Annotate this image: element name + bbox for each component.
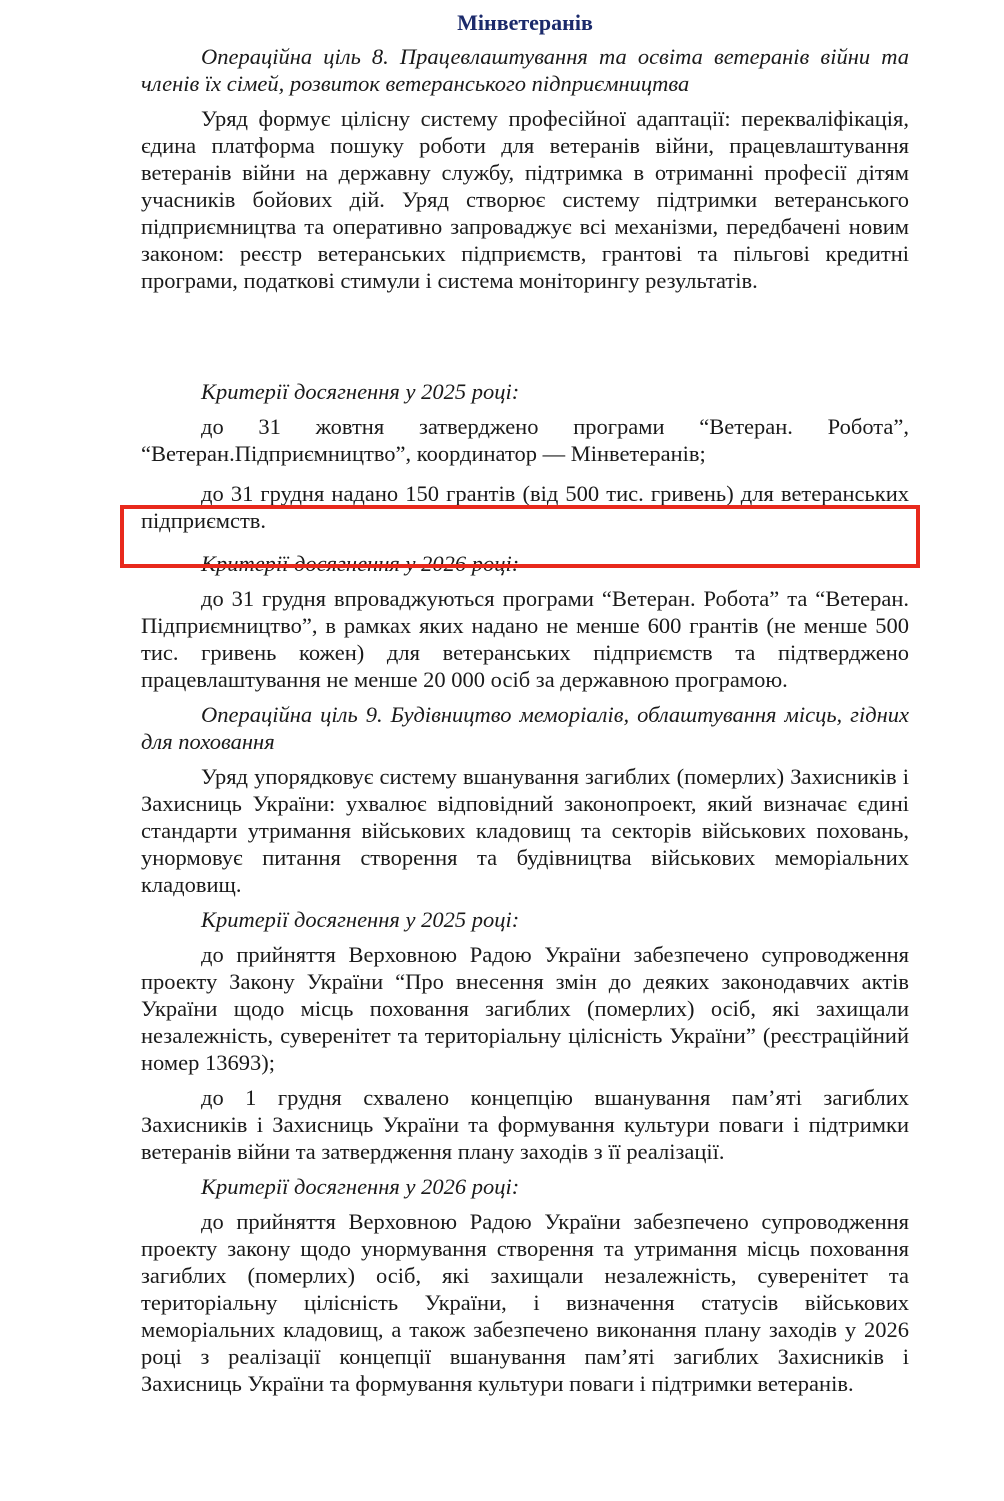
goal9-criteria-2025-item: до прийняття Верховною Радою України забезпечено супроводження проекту Закону України “Про внесення змін до деяких законодавчих актів України щодо місць поховання загиблих (померлих) осіб, які захищали незалежність, суверенітет та територіальну цілісність України” (реєстраційний номер 13693); bbox=[141, 942, 909, 1075]
goal9-criteria-2026-item: до прийняття Верховною Радою України забезпечено супроводження проекту закону щодо унормування створення та утримання місць поховання загиблих (померлих) осіб, які захищали незалежність, суверенітет та територіальну цілісність України, і визначення статусів військових меморіальних кладовищ, а також забезпечено виконання плану заходів у 2026 році з реалізації концепції вшанування пам’яті загиблих Захисників і Захисниць України та формування культури поваги і підтримки ветеранів. bbox=[141, 1209, 909, 1396]
goal9-body: Уряд упорядковує систему вшанування загиблих (померлих) Захисників і Захисниць України: ухвалює відповідний законопроект, який визначає єдині стандарти утримання військових кладовищ та секторів військових поховань, унормовує питання створення та будівництва військових меморіальних кладовищ. bbox=[141, 764, 909, 897]
ministry-title: Мінветеранів bbox=[457, 10, 593, 35]
goal8-criteria-2026-item: до 31 грудня впроваджуються програми “Ветеран. Робота” та “Ветеран. Підприємництво”, в рамках яких надано не менше 600 грантів (не менше 500 тис. гривень кожен) для ветеранських підприємств та підтверджено працевлаштування не менше 20 000 осіб за державною програмою. bbox=[141, 586, 909, 692]
goal8-title: Операційна ціль 8. Працевлаштування та освіта ветеранів війни та членів їх сімей, розвиток ветеранського підприємництва bbox=[141, 44, 909, 96]
goal9-criteria-2026-heading: Критерії досягнення у 2026 році: bbox=[201, 1174, 520, 1199]
goal8-criteria-2025-item-highlighted: до 31 грудня надано 150 грантів (від 500 тис. гривень) для ветеранських підприємств. bbox=[141, 481, 909, 533]
goal8-criteria-2026-heading: Критерії досягнення у 2026 році: bbox=[201, 551, 520, 576]
document-page bbox=[141, 8, 909, 1397]
goal8-criteria-2025-item: до 31 жовтня затверджено програми “Ветеран. Робота”, “Ветеран.Підприємництво”, координатор — Мінветеранів; bbox=[141, 414, 909, 466]
goal9-criteria-2025-heading: Критерії досягнення у 2025 році: bbox=[201, 907, 520, 932]
goal9-criteria-2025-item: до 1 грудня схвалено концепцію вшанування пам’яті загиблих Захисників і Захисниць України та формування культури поваги і підтримки ветеранів війни та затвердження плану заходів з її реалізації. bbox=[141, 1085, 909, 1164]
goal8-criteria-2025-heading: Критерії досягнення у 2025 році: bbox=[201, 379, 520, 404]
goal8-body: Уряд формує цілісну систему професійної адаптації: перекваліфікація, єдина платформа пошуку роботи для ветеранів війни, працевлаштування ветеранів війни на державну службу, підтримка в отриманні професії дітям учасників бойових дій. Уряд створює систему підтримки ветеранського підприємництва та оперативно запроваджує всі механізми, передбачені новим законом: реєстр ветеранських підприємств, грантові та пільгові кредитні програми, податкові стимули і система моніторингу результатів. bbox=[141, 106, 909, 293]
goal9-title: Операційна ціль 9. Будівництво меморіалів, облаштування місць, гідних для поховання bbox=[141, 702, 909, 754]
